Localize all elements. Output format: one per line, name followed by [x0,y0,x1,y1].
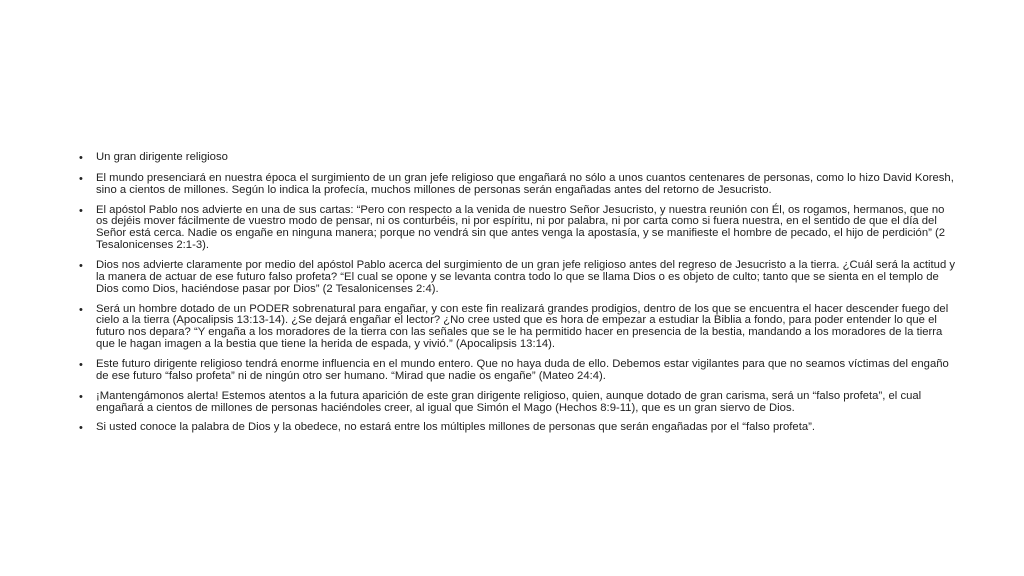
bullet-text: Este futuro dirigente religioso tendrá enorme influencia en el mundo entero. Que no haya duda de ello. Debemos estar vigilantes para que no seamos víctimas del engaño de ese futuro “falso profeta” ni de ningún otro ser humano. “Mirad que nadie os engañe” (Mateo 24:4). [96,358,949,382]
bullet-list [79,152,957,442]
bullet-item-heading [79,152,957,164]
bullet-text: Dios nos advierte claramente por medio del apóstol Pablo acerca del surgimiento de un gran jefe religioso antes del regreso de Jesucristo a la tierra. ¿Cuál será la actitud y la manera de actuar de ese futuro falso profeta? “El cual se opone y se levanta contra todo lo que se llama Dios o es objeto de culto; tanto que se sienta en el templo de Dios como Dios, haciéndose pasar por Dios” (2 Tesalonicenses 2:4). [96,259,956,295]
bullet-icon: • [79,260,83,273]
bullet-text: Será un hombre dotado de un PODER sobrenatural para engañar, y con este fin realizará grandes prodigios, dentro de los que se encuentra el hacer descender fuego del cielo a la tierra (Apocalipsis 13:13-14). ¿Se dejará engañar el lector? ¿No cree usted que es hora de empezar a estudiar la Biblia a fondo, para poder entender lo que el futuro nos depara? “Y engaña a los moradores de la tierra con las señales que se le ha permitido hacer en presencia de la bestia, mandando a los moradores de la tierra que le hagan imagen a la bestia que tiene la herida de espada, y vivió.” (Apocalipsis 13:14). [96,302,949,351]
bullet-icon: • [79,390,83,403]
bullet-icon: • [79,152,83,164]
bullet-item [79,359,957,383]
bullet-item [79,391,957,415]
bullet-item [79,260,957,296]
bullet-item [79,205,957,252]
bullet-item [79,422,957,434]
bullet-icon: • [79,422,83,435]
bullet-text: El apóstol Pablo nos advierte en una de sus cartas: “Pero con respecto a la venida de nuestro Señor Jesucristo, y nuestra reunión con Él, os rogamos, hermanos, que no os dejéis mover fácilmente de vuestro modo de pensar, ni os conturbéis, ni por espíritu, ni por palabra, ni por carta como si fuera nuestra, en el sentido de que el día del Señor está cerca. Nadie os engañe en ninguna manera; porque no vendrá sin que antes venga la apostasía, y se manifieste el hombre de pecado, el hijo de perdición” (2 Tesalonicenses 2:1-3). [96,203,946,252]
bullet-text: ¡Mantengámonos alerta! Estemos atentos a la futura aparición de este gran dirigente religioso, quien, aunque dotado de gran carisma, será un “falso profeta”, el cual engañará a cientos de millones de personas haciéndoles creer, al igual que Simón el Mago (Hechos 8:9-11), que es un gran siervo de Dios. [96,389,922,414]
bullet-icon: • [79,172,83,185]
bullet-text: Si usted conoce la palabra de Dios y la obedece, no estará entre los múltiples millones de personas que serán engañadas por el “falso profeta”. [96,421,816,434]
bullet-icon: • [79,303,83,316]
bullet-item [79,304,957,351]
bullet-text: Un gran dirigente religioso [96,151,228,163]
bullet-icon: • [79,359,83,372]
bullet-text: El mundo presenciará en nuestra época el surgimiento de un gran jefe religioso que engañará no sólo a unos cuantos centenares de personas, como lo hizo David Koresh, sino a cientos de millones. Según lo indica la profecía, muchos millones de personas serán engañadas antes del retorno de Jesucristo. [96,171,954,196]
bullet-item [79,173,957,197]
bullet-icon: • [79,204,83,217]
